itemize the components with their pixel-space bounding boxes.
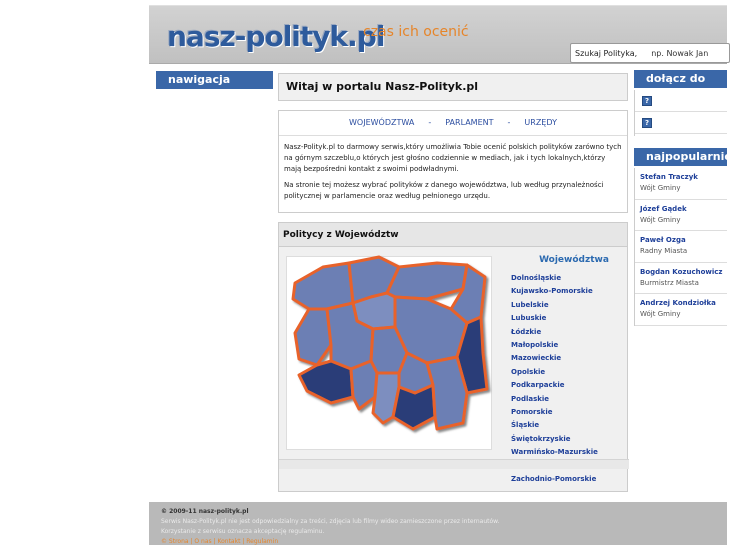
list-item[interactable] bbox=[635, 231, 727, 263]
page bbox=[149, 0, 746, 545]
region-link[interactable]: Warmińsko-Mazurskie bbox=[511, 448, 598, 457]
region-link[interactable]: Zachodnio-Pomorskie bbox=[511, 474, 597, 483]
join-heading: dołącz do bbox=[634, 70, 727, 88]
list-item[interactable] bbox=[635, 168, 727, 200]
politician-name[interactable]: Andrzej Kondziołka bbox=[640, 299, 716, 307]
popular-list bbox=[634, 168, 727, 326]
join-item[interactable] bbox=[635, 90, 727, 112]
tab-wojewodztwa[interactable]: WOJEWÓDZTWA bbox=[349, 118, 415, 127]
politician-name[interactable]: Stefan Traczyk bbox=[640, 173, 698, 181]
list-item[interactable] bbox=[635, 263, 727, 295]
region-dolnoslaskie[interactable] bbox=[299, 361, 353, 403]
footer-copyright: © 2009-11 nasz-polityk.pl bbox=[161, 508, 249, 515]
region-zachodniopomorskie[interactable] bbox=[293, 263, 353, 309]
header-divider bbox=[149, 63, 727, 64]
region-malopolskie[interactable] bbox=[393, 385, 435, 429]
region-link[interactable]: Opolskie bbox=[511, 367, 546, 376]
tab-parlament[interactable]: PARLAMENT bbox=[445, 118, 494, 127]
join-item[interactable] bbox=[635, 112, 727, 134]
region-link[interactable]: Dolnośląskie bbox=[511, 274, 562, 282]
join-panel bbox=[634, 90, 727, 136]
list-item[interactable] bbox=[635, 200, 727, 232]
regions-panel-footer bbox=[279, 459, 629, 469]
site-footer bbox=[149, 502, 727, 545]
region-link[interactable]: Mazowieckie bbox=[511, 354, 562, 363]
welcome-title: Witaj w portalu Nasz-Polityk.pl bbox=[286, 80, 479, 93]
politician-role: Wójt Gminy bbox=[640, 310, 681, 318]
regions-list-title: Województwa bbox=[539, 255, 609, 265]
politician-name[interactable]: Józef Gądek bbox=[640, 204, 687, 213]
region-link[interactable]: Łódzkie bbox=[511, 327, 542, 336]
politician-role: Wójt Gminy bbox=[640, 215, 681, 224]
nav-heading: nawigacja bbox=[156, 71, 273, 89]
politician-name[interactable]: Paweł Ozga bbox=[640, 236, 686, 244]
region-warminsko-mazurskie[interactable] bbox=[387, 263, 467, 299]
poland-map-graphic[interactable] bbox=[287, 257, 493, 451]
footer-links[interactable]: © Strona | O nas | Kontakt | Regulamin bbox=[161, 538, 279, 545]
politician-role: Wójt Gminy bbox=[640, 184, 681, 192]
footer-disclaimer: Serwis Nasz-Polityk.pl nie jest odpowiedzialny za treści, zdjęcia lub filmy wideo zamieszczone przez internautów. bbox=[161, 518, 500, 525]
politician-role: Radny Miasta bbox=[640, 247, 688, 255]
category-tabs bbox=[279, 111, 627, 127]
intro-paragraph: Na stronie tej możesz wybrać polityków z danego województwa, lub według przynależności politycznej w parlamencie oraz według pełnionego urzędu. bbox=[284, 181, 604, 200]
regions-title: Politycy z Województw bbox=[279, 223, 627, 247]
help-icon[interactable]: ? bbox=[642, 118, 652, 128]
help-icon[interactable]: ? bbox=[642, 96, 652, 106]
poland-map[interactable] bbox=[286, 256, 492, 450]
footer-terms-note: Korzystanie z serwisu oznacza akceptację regulaminu. bbox=[161, 528, 325, 535]
politician-name[interactable]: Bogdan Kozuchowicz bbox=[640, 267, 723, 276]
region-link[interactable]: Podkarpackie bbox=[511, 381, 565, 390]
left-margin bbox=[0, 0, 149, 545]
search-input[interactable]: np. Nowak Jan bbox=[651, 48, 709, 58]
search-box[interactable] bbox=[570, 43, 730, 63]
regions-panel bbox=[278, 222, 628, 492]
site-logo[interactable]: nasz-polityk.pl bbox=[167, 20, 385, 53]
site-header bbox=[149, 5, 727, 63]
search-label: Szukaj Polityka, bbox=[575, 48, 638, 58]
popular-heading: najpopularniejsi bbox=[634, 148, 727, 166]
intro-paragraph: Nasz-Polityk.pl to darmowy serwis,który umożliwia Tobie ocenić polskich polityków zarówno tych na górnym szczeblu,o których jest głośno codziennie w mediach, jak i tych lokalnych,którzy mają bezpośredni kontakt z swoimi podwładnymi. bbox=[284, 143, 622, 173]
region-link[interactable]: Kujawsko-Pomorskie bbox=[511, 287, 593, 296]
tab-separator: - bbox=[507, 118, 511, 127]
region-lubuskie[interactable] bbox=[295, 309, 331, 365]
region-link[interactable]: Pomorskie bbox=[511, 407, 553, 416]
region-link[interactable]: Świętokrzyskie bbox=[511, 434, 571, 443]
region-link[interactable]: Śląskie bbox=[511, 421, 540, 430]
welcome-panel bbox=[278, 73, 628, 101]
tab-separator: - bbox=[428, 118, 432, 127]
tab-urzedy[interactable]: URZĘDY bbox=[524, 118, 557, 127]
list-item[interactable] bbox=[635, 294, 727, 326]
region-link[interactable]: Lubuskie bbox=[511, 314, 547, 323]
region-link[interactable]: Małopolskie bbox=[511, 340, 559, 349]
region-link[interactable]: Lubelskie bbox=[511, 300, 549, 309]
region-link[interactable]: Podlaskie bbox=[511, 394, 550, 403]
politician-role: Burmistrz Miasta bbox=[640, 278, 699, 287]
intro-panel bbox=[278, 110, 628, 213]
site-slogan: czas ich ocenić bbox=[363, 24, 469, 40]
regions-list bbox=[511, 255, 621, 486]
